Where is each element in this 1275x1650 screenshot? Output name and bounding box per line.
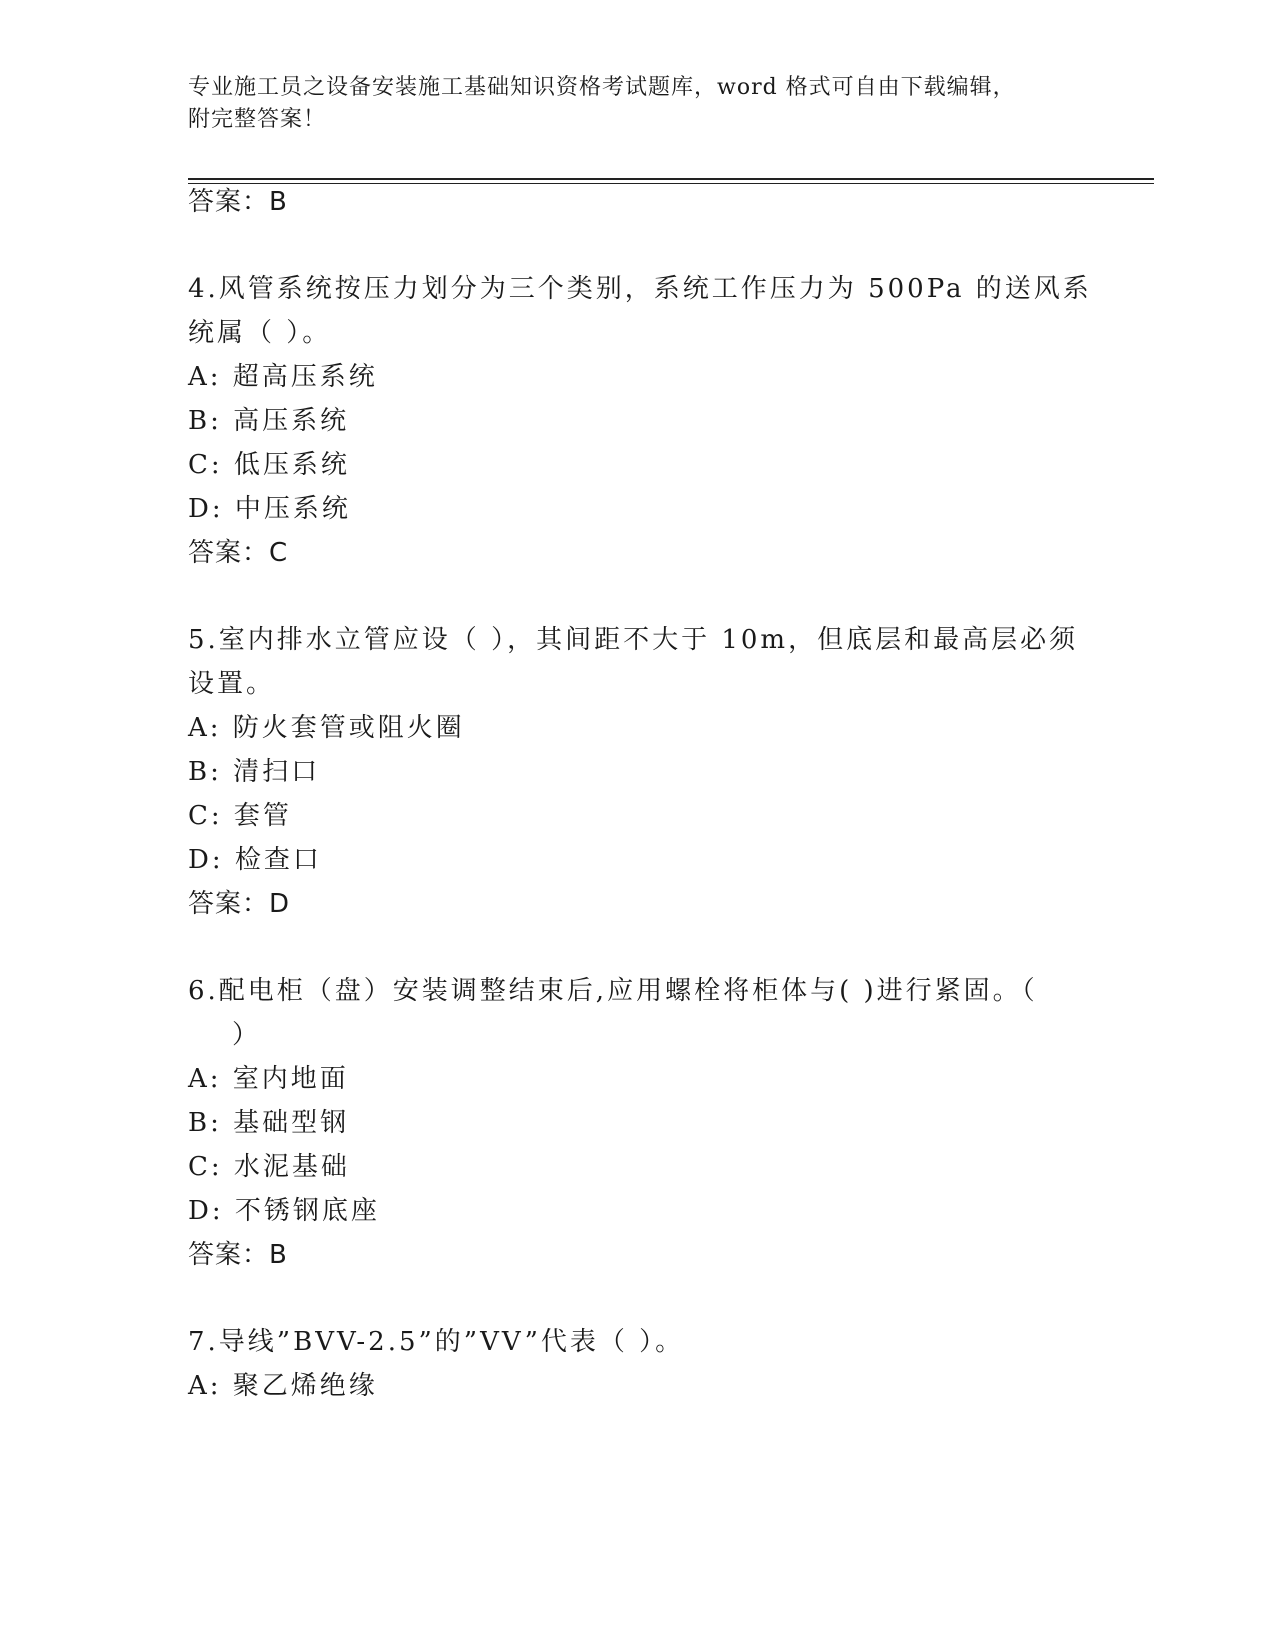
question-6-option-d: D: 不锈钢底座 [188,1196,380,1226]
question-5-option-b: B: 清扫口 [188,757,321,787]
question-6-stem-line-2: ） [232,1020,262,1050]
question-4-option-d: D: 中压系统 [188,494,351,524]
header-line-1: 专业施工员之设备安装施工基础知识资格考试题库，word 格式可自由下载编辑， [188,75,1016,100]
question-5-answer: 答案：D [188,889,291,919]
question-6-option-b: B: 基础型钢 [188,1108,350,1138]
question-4-option-b: B: 高压系统 [188,406,350,436]
question-6-option-c: C: 水泥基础 [188,1152,350,1182]
question-5-stem-line-2: 设置。 [188,669,276,699]
question-6-stem-line-1: 6.配电柜（盘）安装调整结束后,应用螺栓将柜体与( )进行紧固。（ [188,976,1038,1006]
question-4-option-a: A: 超高压系统 [188,362,378,392]
question-4-stem-line-1: 4.风管系统按压力划分为三个类别，系统工作压力为 500Pa 的送风系 [188,274,1092,304]
previous-answer: 答案：B [188,187,288,217]
header-text [188,72,1068,136]
question-5-option-a: A: 防火套管或阻火圈 [188,713,465,743]
question-6-option-a: A: 室内地面 [188,1064,349,1094]
question-7-stem-line-1: 7.导线”BVV-2.5”的”VV”代表（ ）。 [188,1327,685,1357]
question-5-option-c: C: 套管 [188,801,292,831]
header-divider-thick [188,178,1154,180]
question-7-option-a: A: 聚乙烯绝缘 [188,1371,378,1401]
question-4-answer: 答案：C [188,538,289,568]
header-line-2: 附完整答案！ [188,107,327,132]
question-4-option-c: C: 低压系统 [188,450,350,480]
header-divider-thin [188,183,1154,184]
question-5-stem-line-1: 5.室内排水立管应设（ ），其间距不大于 10m，但底层和最高层必须 [188,625,1079,655]
question-4-stem-line-2: 统属（ ）。 [188,318,332,348]
question-5-option-d: D: 检查口 [188,845,322,875]
question-6-answer: 答案：B [188,1240,288,1270]
